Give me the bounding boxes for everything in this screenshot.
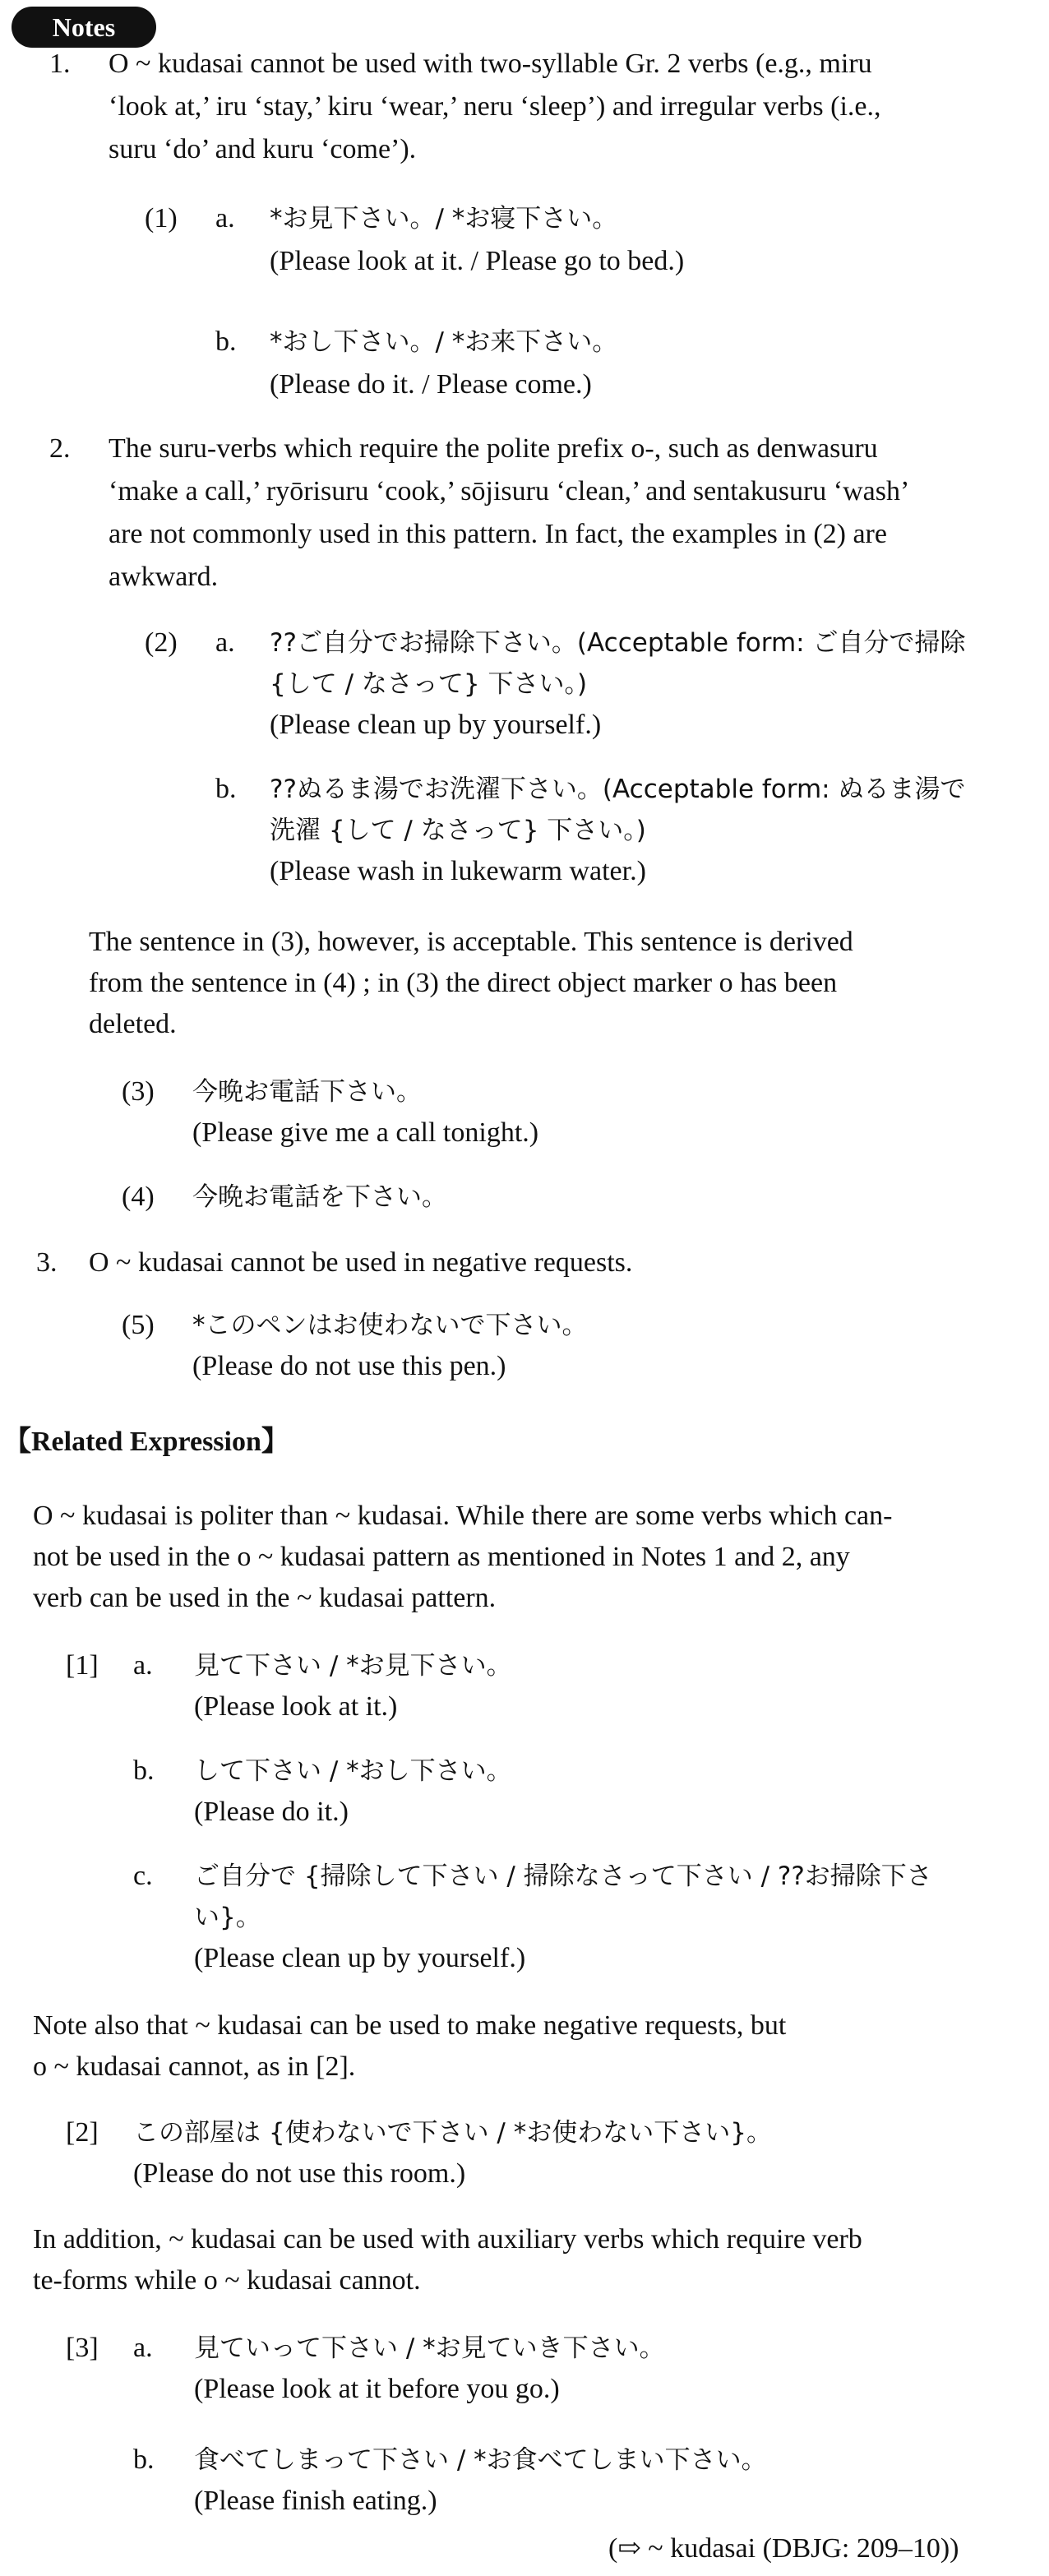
related-example-3a-japanese: 見ていって下さい / *お見ていき下さい。 [194, 2333, 665, 2363]
related-example-3a-label: a. [133, 2333, 153, 2363]
notes-badge: Notes [12, 7, 156, 48]
related-expression-heading: 【Related Expression】 [3, 1427, 289, 1457]
note-1-line-2: ‘look at,’ iru ‘stay,’ kiru ‘wear,’ neru ‘sleep’) and irregular verbs (i.e., [109, 91, 881, 122]
related-example-1a-translation: (Please look at it.) [194, 1691, 398, 1722]
example-3-number: (3) [122, 1076, 155, 1107]
related-example-3a-translation: (Please look at it before you go.) [194, 2374, 560, 2404]
related-paragraph-1-line-2: not be used in the o ~ kudasai pattern as mentioned in Notes 1 and 2, any [33, 1542, 850, 1572]
note-2-line-3: are not commonly used in this pattern. In fact, the examples in (2) are [109, 519, 887, 549]
example-1a-japanese: *お見下さい。/ *お寝下さい。 [270, 204, 618, 234]
example-2b-line-1: ??ぬるま湯でお洗濯下さい。(Acceptable form: ぬるま湯で [270, 775, 966, 804]
example-1b-translation: (Please do it. / Please come.) [270, 369, 592, 400]
related-example-1c-line-1: ご自分で {掃除して下さい / 掃除なさって下さい / ??お掃除下さ [194, 1861, 932, 1891]
related-example-1b-label: b. [133, 1755, 155, 1786]
related-paragraph-2-line-1: Note also that ~ kudasai can be used to make negative requests, but [33, 2010, 787, 2041]
related-example-1c-label: c. [133, 1861, 153, 1891]
example-5-translation: (Please do not use this pen.) [192, 1351, 506, 1381]
related-paragraph-1-line-3: verb can be used in the ~ kudasai pattern. [33, 1583, 497, 1613]
example-1a-translation: (Please look at it. / Please go to bed.) [270, 246, 685, 276]
note-1-line-1: O ~ kudasai cannot be used with two-syllable Gr. 2 verbs (e.g., miru [109, 49, 872, 79]
related-example-3-number: [3] [66, 2333, 99, 2363]
example-3-translation: (Please give me a call tonight.) [192, 1117, 539, 1148]
example-1a-label: a. [215, 203, 235, 234]
example-4-number: (4) [122, 1182, 155, 1212]
related-example-1a-label: a. [133, 1650, 153, 1681]
note-1-number: 1. [49, 49, 71, 79]
related-example-3b-label: b. [133, 2444, 155, 2475]
related-example-3b-japanese: 食べてしまって下さい / *お食べてしまい下さい。 [194, 2445, 767, 2475]
example-5-japanese: *このペンはお使わないで下さい。 [192, 1311, 588, 1340]
note-3-line-1: O ~ kudasai cannot be used in negative requests. [89, 1247, 633, 1278]
note-3-number: 3. [36, 1247, 58, 1278]
related-example-2-japanese: この部屋は {使わないで下さい / *お使わない下さい}。 [133, 2118, 772, 2148]
note-2-line-2: ‘make a call,’ ryōrisuru ‘cook,’ sōjisuru ‘clean,’ and sentakusuru ‘wash’ [109, 476, 910, 506]
example-2a-line-2: {して / なさって} 下さい。) [270, 669, 588, 699]
example-2a-label: a. [215, 627, 235, 658]
note-2-line-1: The suru-verbs which require the polite prefix o-, such as denwasuru [109, 433, 878, 464]
related-paragraph-3-line-2: te-forms while o ~ kudasai cannot. [33, 2265, 421, 2296]
related-example-2-translation: (Please do not use this room.) [133, 2158, 466, 2189]
related-paragraph-3-line-1: In addition, ~ kudasai can be used with auxiliary verbs which require verb [33, 2224, 862, 2255]
note-2-follow-line-2: from the sentence in (4) ; in (3) the direct object marker o has been [89, 968, 838, 998]
related-example-1c-translation: (Please clean up by yourself.) [194, 1943, 526, 1973]
example-1b-japanese: *おし下さい。/ *お来下さい。 [270, 327, 618, 357]
note-2-follow-line-1: The sentence in (3), however, is acceptable. This sentence is derived [89, 927, 853, 957]
note-1-line-3: suru ‘do’ and kuru ‘come’). [109, 134, 417, 164]
note-2-number: 2. [49, 433, 71, 464]
related-example-2-number: [2] [66, 2117, 99, 2148]
example-2b-line-2: 洗濯 {して / なさって} 下さい。) [270, 816, 646, 845]
example-1b-label: b. [215, 326, 237, 357]
related-example-1a-japanese: 見て下さい / *お見下さい。 [194, 1651, 512, 1681]
example-2b-label: b. [215, 774, 237, 804]
example-2-number: (2) [145, 627, 178, 658]
related-example-1c-line-2: い}。 [194, 1903, 261, 1932]
example-3-japanese: 今晩お電話下さい。 [192, 1077, 422, 1107]
related-example-1-number: [1] [66, 1650, 99, 1681]
related-example-3b-translation: (Please finish eating.) [194, 2486, 437, 2516]
cross-reference: (⇨ ~ kudasai (DBJG: 209–10)) [608, 2533, 959, 2564]
example-2a-line-1: ??ご自分でお掃除下さい。(Acceptable form: ご自分で掃除 [270, 628, 966, 658]
related-example-1b-japanese: して下さい / *おし下さい。 [194, 1756, 512, 1786]
example-4-japanese: 今晩お電話を下さい。 [192, 1182, 447, 1212]
related-paragraph-2-line-2: o ~ kudasai cannot, as in [2]. [33, 2051, 356, 2082]
note-2-line-4: awkward. [109, 562, 219, 592]
example-5-number: (5) [122, 1310, 155, 1340]
example-2b-translation: (Please wash in lukewarm water.) [270, 856, 646, 886]
related-paragraph-1-line-1: O ~ kudasai is politer than ~ kudasai. While there are some verbs which can- [33, 1501, 893, 1531]
related-example-1b-translation: (Please do it.) [194, 1797, 349, 1827]
example-2a-translation: (Please clean up by yourself.) [270, 710, 602, 740]
example-1-number: (1) [145, 203, 178, 234]
note-2-follow-line-3: deleted. [89, 1009, 177, 1039]
